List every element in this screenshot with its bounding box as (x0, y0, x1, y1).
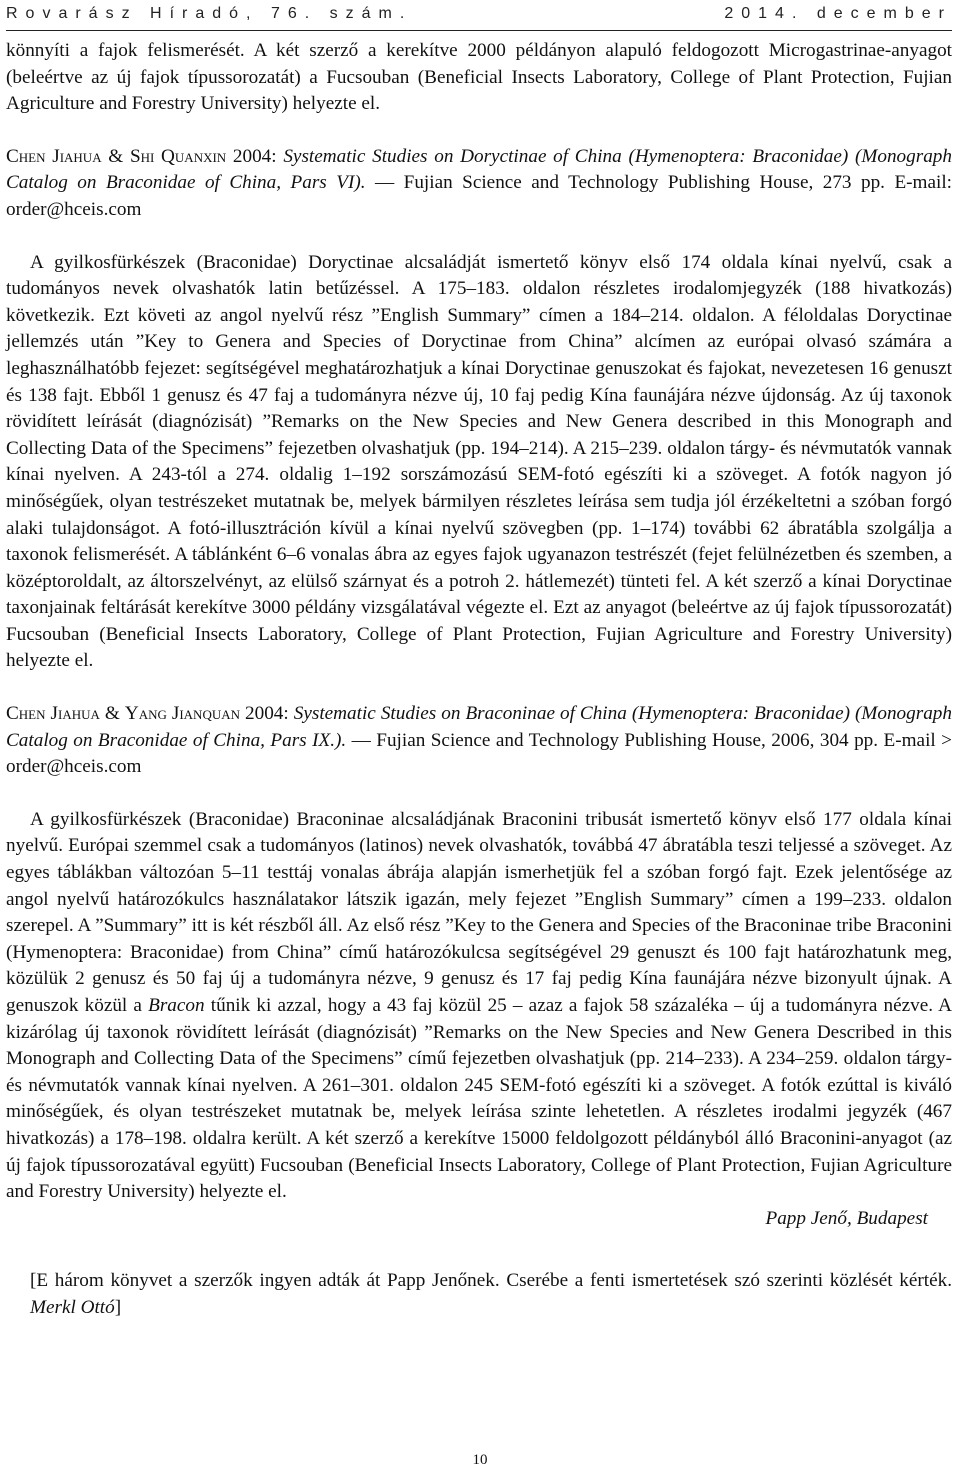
article-body (6, 38, 952, 1322)
reference-author: Chen Jiahua (6, 145, 102, 167)
running-header (6, 2, 952, 26)
reference-author: Chen Jiahua (6, 703, 100, 725)
page-number: 10 (472, 1452, 488, 1468)
reference-entry (6, 144, 952, 224)
reference-publisher: –– Fujian Science and Technology Publishing House, 2006, 304 pp. E-mail > order@hceis.com (6, 729, 953, 778)
note-close: ] (114, 1296, 122, 1318)
reference-author: Yang Jianquan (124, 703, 241, 725)
note-author: Merkl Ottó (30, 1296, 115, 1318)
reference-title: Systematic Studies on Braconinae of China (Hymenoptera: Braconidae) (Monograph Catalog on Braconidae of China, Pars IX.). (6, 703, 952, 751)
review-paragraph (6, 807, 952, 1206)
reference-entry (6, 701, 952, 781)
note-text: [E három könyvet a szerzők ingyen adták át Papp Jenőnek. Cserébe a fenti ismertetések szó szerinti közlését kérték. (30, 1270, 952, 1292)
reference-ampersand: & (101, 145, 130, 167)
review-text: tűnik ki azzal, hogy a 43 faj közül 25 – azaz a fajok 58 százaléka – új a tudományra nézve. A kizárólag új taxonok rövidített leírását (diagnózisát) ”Remarks on the New Species and New Genera Described in this Monograph and Collecting Data of the Specimens” című fejezetben olvashatjuk (pp. 214–233). A 234–259. oldalon tárgy- és névmutatók vannak kínai nyelven. A 261–301. oldalon 245 SEM-fotó egészíti ki a szöveget. A fotók ezúttal is kiváló minőségűek, és olyan testrészeket mutatnak be, melyek leírása szinte lehetetlen. A részletes irodalmi jegyzék (467 hivatkozás) a 178–198. oldalra került. A két szerző a kerekítve 15000 feldolgozott példányból álló Braconini-anyagot (az új fajok típussorozatával együtt) Fucsouban (Beneficial Insects Laboratory, College of Plant Protection, Fujian Agriculture and Forestry University) helyezte el. (6, 995, 952, 1203)
reference-title: Systematic Studies on Doryctinae of China (Hymenoptera: Braconidae) (Monograph Catalog on Braconidae of China, Pars VI). (6, 145, 952, 194)
journal-title: Rovarász Híradó, 76. szám. (6, 5, 413, 22)
reference-author: Shi Quanxin (129, 145, 227, 167)
genus-name: Bracon (148, 995, 205, 1016)
review-paragraph: A gyilkosfürkészek (Braconidae) Doryctinae alcsaládját ismertető könyv első 174 oldala kínai nyelvű, csak a tudományos nevek olvashatók latin betűzéssel. A 175–183. oldalon részletes irodalomjegyzék (188 hivatkozás) következik. Ezt követi az angol nyelvű rész ”English Summary” címen a 184–214. oldalon. A féloldalas Doryctinae jellemzés után ”Key to Genera and Species of Doryctinae from China” alcímen az európai olvasó számára a leghasználhatóbb fejezet: segítségével meghatározhatjuk a kínai Doryctinae genuszokat és fajokat, nevezetesen 16 genuszt és 138 fajt. Ebből 1 genusz és 47 faj a tudományra nézve új, 10 faj pedig Kína faunájára nézve újdonság. Az új taxonok rövidített leírását (diagnózisát) ”Remarks on the New Species and New Genera described in this Monograph and Collecting Data of the Specimens” fejezetben olvashatjuk (pp. 194–214). A 215–239. oldalon tárgy- és névmutatók vannak kínai nyelven. A 243-tól a 274. oldalig 1–192 sorszámozású SEM-fotó egészíti ki a szöveget. A fotók nagyon jó minőségűek, olyan testrészeket mutatnak be, melyek bármilyen részletes leírása sem tudja jól érzékeltetni a szóban forgó alaki tulajdonságot. A fotó-illusztráción kívül a kínai nyelvű szövegben (pp. 1–174) további 62 ábratábla szolgálja a taxonok felismerését. A táblánként 6–6 vonalas ábra az egyes fajok ugyanazon testrészét (fejet felülnézetben és szemben, a középtoroldalt, az áltorszelvényt, az elülső szárnyat és a potroh 2. hátlemezét) tünteti fel. A két szerző a kínai Doryctinae taxonjainak feltárását kerekítve 3000 példány vizsgálatával végezte el. Ezt az anyagot (beleértve az új fajok típussorozatát) Fucsouban (Beneficial Insects Laboratory, College of Plant Protection, Fujian Agriculture and Forestry University) helyezte el. (6, 251, 952, 672)
continued-paragraph: könnyíti a fajok felismerését. A két szerző a kerekítve 2000 példányon alapuló feldogozott Microgastrinae-anyagot (beleértve az új fajok típussorozatát) a Fucsouban (Beneficial Insects Laboratory, College of Plant Protection, Fujian Agriculture and Forestry University) helyezte el. (6, 40, 952, 115)
reference-year: 2004: (226, 145, 284, 167)
reference-year: 2004: (240, 703, 294, 725)
reference-ampersand: & (99, 703, 125, 725)
header-rule (6, 30, 952, 31)
reviewer-signature: Papp Jenő, Budapest (765, 1207, 928, 1229)
reference-publisher: –– Fujian Science and Technology Publishing House, 273 pp. E-mail: order@hceis.com (6, 172, 952, 220)
issue-date: 2014. december (724, 5, 952, 22)
review-text: A gyilkosfürkészek (Braconidae) Braconinae alcsaládjának Braconini tribusát ismertető könyv első 177 oldala kínai nyelvű. Európai szemmel csak a tudományos (latinos) nevek olvashatók, továbbá 47 ábratábla teszi teljessé a szöveget. Az egyes táblákban változóan 5–11 testtáj vonalas ábrája alapján ismerhetjük fel a szóban forgó fajt. Ezek jelentősége az angol nyelvű határozókulcs használatakor látszik igazán, mely fejezet ”English Summary” címen a 199–233. oldalon szerepel. A ”Summary” itt is két részből áll. Az első rész ”Key to the Genera and Species of the Braconinae tribe Braconini (Hymenoptera: Braconidae) from China” című határozókulcsa segítségével 29 genuszt és 100 fajt határozhatunk meg, közülük 2 genusz és 50 faj új a tudományra nézve, 9 genusz és 17 faj pedig Kína faunájára nézve bizonyult újnak. A genuszok közül a (6, 808, 952, 1016)
editor-note (6, 1268, 952, 1321)
